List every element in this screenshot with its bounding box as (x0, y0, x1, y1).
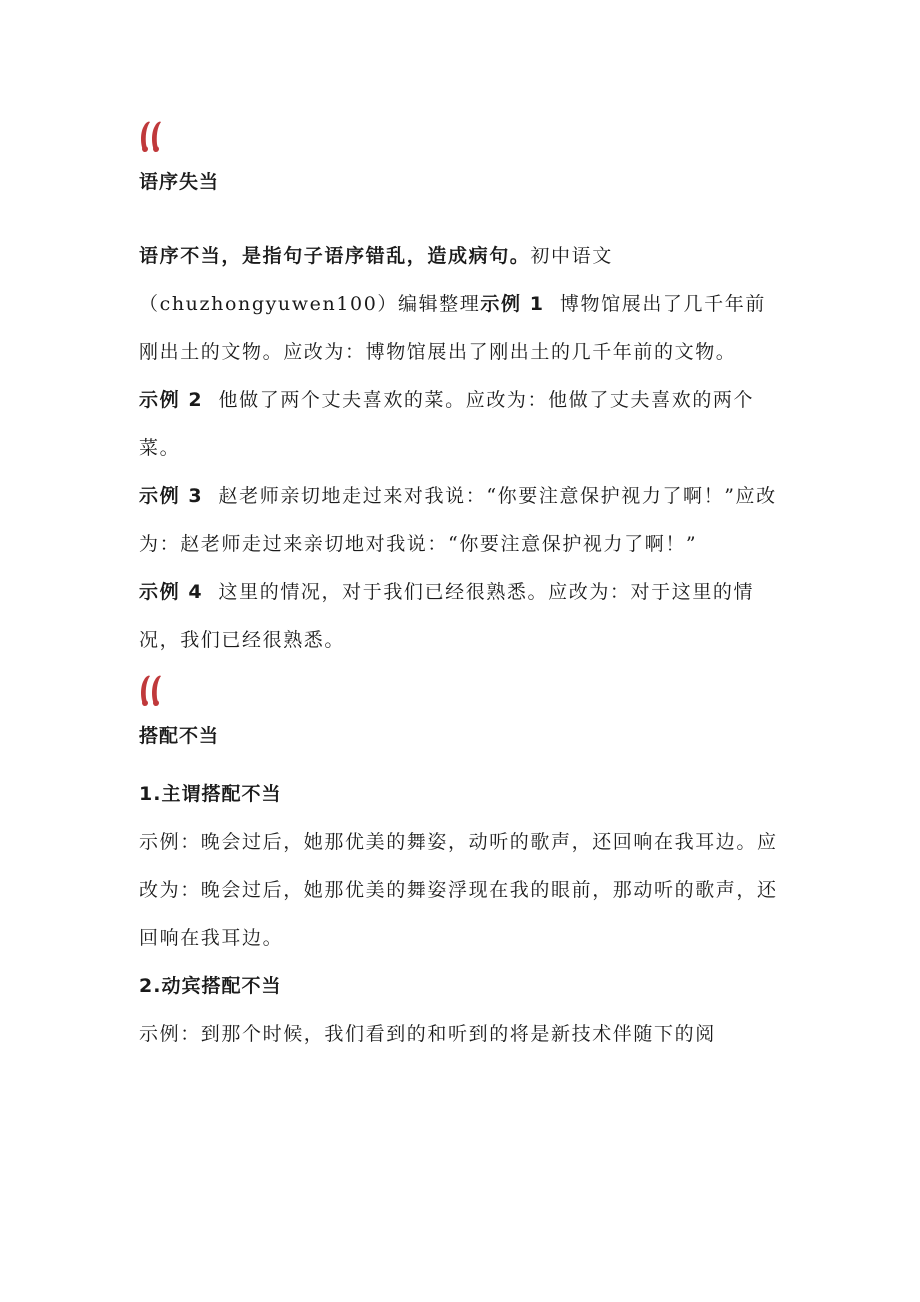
verb-object-example: 示例：到那个时候，我们看到的和听到的将是新技术伴随下的阅 (139, 1023, 716, 1045)
example-3-text: 赵老师亲切地走过来对我说：“你要注意保护视力了啊！”应改为：赵老师走过来亲切地对我说：“你要注意保护视力了啊！” (139, 485, 777, 555)
subtitle-subject-predicate: 1.主谓搭配不当 (139, 783, 282, 805)
example-2-text: 他做了两个丈夫喜欢的菜。应改为：他做了丈夫喜欢的两个菜。 (139, 389, 755, 459)
quote-mark-icon (139, 118, 784, 162)
subject-predicate-example: 示例：晚会过后，她那优美的舞姿，动听的歌声，还回响在我耳边。应改为：晚会过后，她那优美的舞姿浮现在我的眼前，那动听的歌声，还回响在我耳边。 (139, 831, 778, 949)
example-3-label: 示例 3 (139, 485, 204, 507)
example-4-text: 这里的情况，对于我们已经很熟悉。应改为：对于这里的情况，我们已经很熟悉。 (139, 581, 755, 651)
intro-paragraph (139, 232, 784, 376)
document-content (139, 118, 784, 1058)
example-3-paragraph (139, 472, 784, 568)
example-1-text: 博物馆展出了几千年前刚出土的文物。应改为：博物馆展出了刚出土的几千年前的文物。 (139, 293, 766, 363)
section-title-word-order: 语序失当 (139, 171, 220, 193)
example-4-paragraph (139, 568, 784, 664)
example-2-paragraph (139, 376, 784, 472)
example-4-label: 示例 4 (139, 581, 204, 603)
intro-bold-text: 语序不当，是指句子语序错乱，造成病句。 (139, 245, 531, 267)
example-1-label: 示例 1 (480, 293, 545, 315)
example-2-label: 示例 2 (139, 389, 204, 411)
subtitle-verb-object: 2.动宾搭配不当 (139, 975, 282, 997)
quote-mark-icon (139, 672, 784, 716)
section-title-collocation: 搭配不当 (139, 725, 220, 747)
intro-rest-text: 初中语文（chuzhongyuwen100）编辑整理 (139, 245, 613, 315)
